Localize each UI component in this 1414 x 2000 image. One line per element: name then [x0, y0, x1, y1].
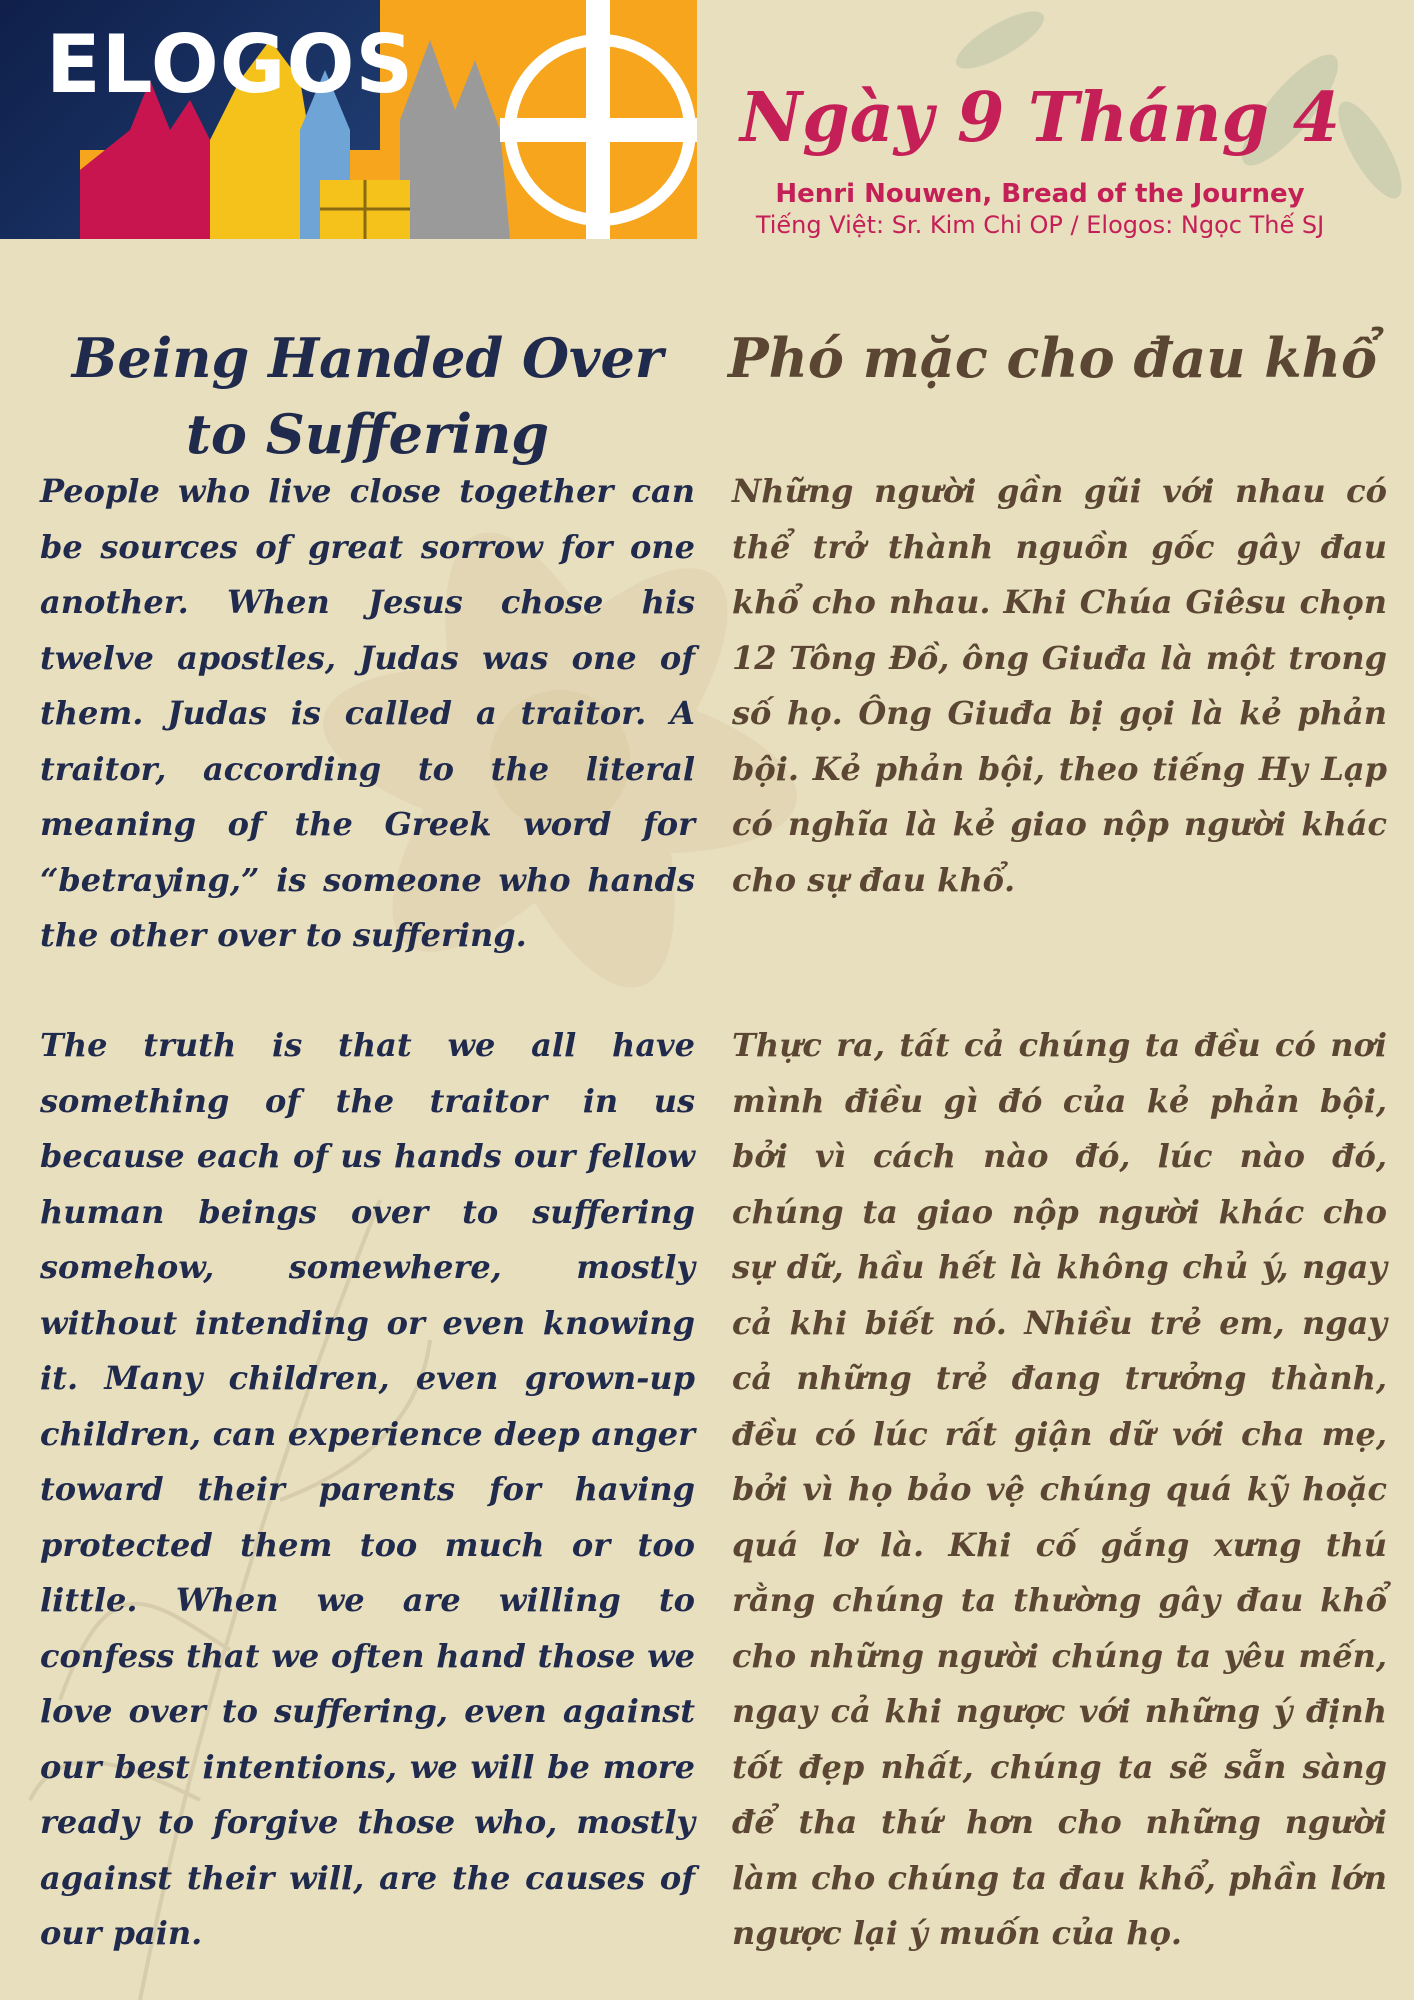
vietnamese-title: Phó mặc cho đau khổ: [728, 326, 1377, 390]
english-paragraph-1: People who live close together can be sources of great sorrow for one another. When Jesus chose his twelve apostles, Judas was one of them. Judas is called a traitor. A traitor, according to the literal meaning of the Greek word for “betraying,” is someone who hands the other over to suffering.: [40, 472, 695, 954]
credits-line: Tiếng Việt: Sr. Kim Chi OP / Elogos: Ngọc Thế SJ: [755, 211, 1325, 239]
logo-text: ELOGOS: [46, 18, 415, 111]
vietnamese-paragraph-1: Những người gần gũi với nhau có thể trở thành nguồn gốc gây đau khổ cho nhau. Khi Chúa Giêsu chọn 12 Tông Đồ, ông Giuđa là một trong số họ. Ông Giuđa bị gọi là kẻ phản bội. Kẻ phản bội, theo tiếng Hy Lạp có nghĩa là kẻ giao nộp người khác cho sự đau khổ.: [732, 472, 1387, 899]
vietnamese-paragraph-2: Thực ra, tất cả chúng ta đều có nơi mình điều gì đó của kẻ phản bội, bởi vì cách nào đó, lúc nào đó, chúng ta giao nộp người khác cho sự dữ, hầu hết là không chủ ý, ngay cả khi biết nó. Nhiều trẻ em, ngay cả những trẻ đang trưởng thành, đều có lúc rất giận dữ với cha mẹ, bởi vì họ bảo vệ chúng quá kỹ hoặc quá lơ là. Khi cố gắng xưng thú rằng chúng ta thường gây đau khổ cho những người chúng ta yêu mến, ngay cả khi ngược với những ý định tốt đẹp nhất, chúng ta sẽ sẵn sàng để tha thứ hơn cho những người làm cho chúng ta đau khổ, phần lớn ngược lại ý muốn của họ.: [732, 1026, 1387, 1952]
date-title: Ngày 9 Tháng 4: [740, 78, 1341, 158]
source-line: Henri Nouwen, Bread of the Journey: [775, 179, 1305, 209]
elogos-logo: [0, 0, 697, 239]
english-paragraph-2: The truth is that we all have something of the traitor in us because each of us hands our fellow human beings over to suffering somehow, somewhere, mostly without intending or even knowing it. Many children, even grown-up children, can experience deep anger toward their parents for having protected them too much or too little. When we are willing to confess that we often hand those we love over to suffering, even against our best intentions, we will be more ready to forgive those who, mostly against their will, are the causes of our pain.: [40, 1026, 695, 1952]
english-title: Being Handed Over to Suffering: [71, 326, 664, 466]
